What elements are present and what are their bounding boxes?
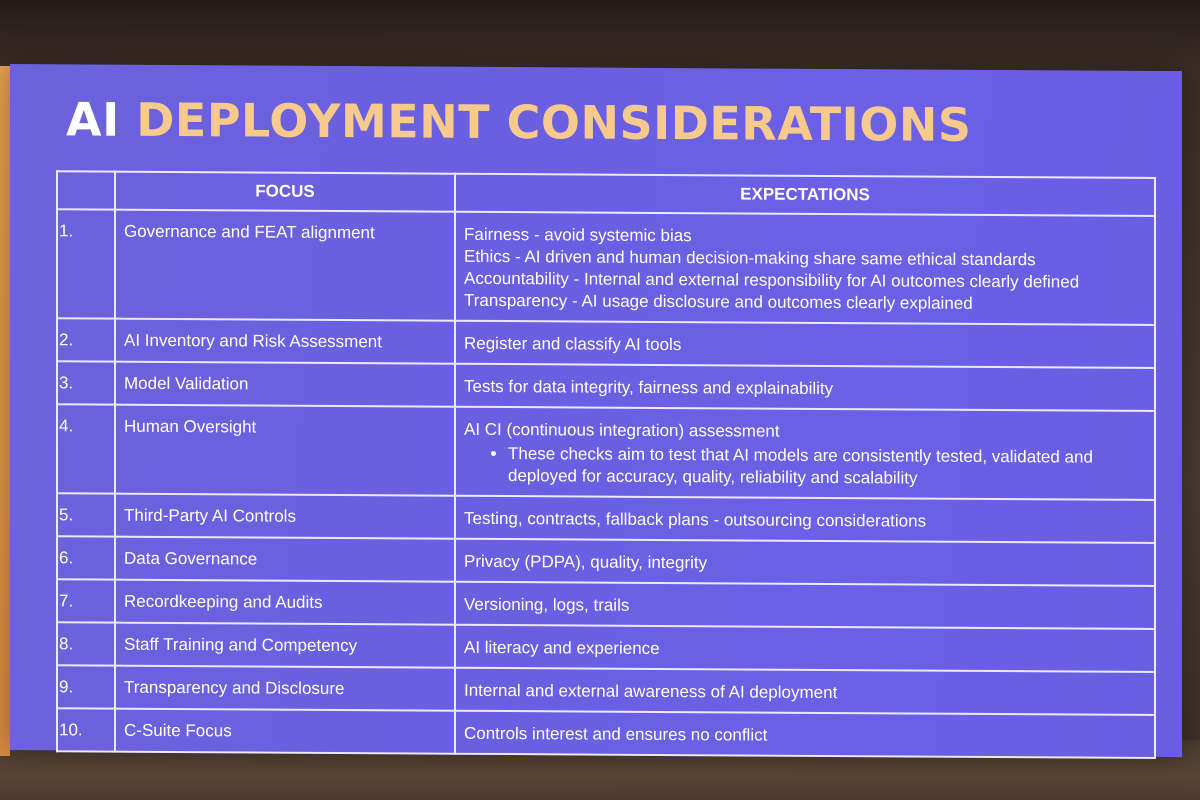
row-number: 8. xyxy=(57,622,115,665)
row-focus: C-Suite Focus xyxy=(115,709,455,754)
row-expectations xyxy=(455,364,1155,411)
table-row xyxy=(57,318,1155,368)
table-row xyxy=(57,493,1155,543)
considerations-table xyxy=(56,170,1156,759)
row-expectations xyxy=(455,321,1155,368)
expectation-line: Testing, contracts, fallback plans - outsourcing considerations xyxy=(464,508,927,531)
row-focus: Model Validation xyxy=(115,362,455,407)
table-row xyxy=(57,622,1155,672)
header-number xyxy=(57,171,115,209)
row-expectations xyxy=(455,496,1155,543)
expectation-line: Controls interest and ensures no conflict xyxy=(464,723,768,745)
row-number: 10. xyxy=(57,708,115,751)
expectation-line: AI CI (continuous integration) assessment xyxy=(464,419,780,441)
table-row xyxy=(57,579,1155,629)
table-row xyxy=(57,209,1155,325)
row-number: 9. xyxy=(57,665,115,708)
row-focus: Human Oversight xyxy=(115,405,455,496)
table-row xyxy=(57,361,1155,411)
slide-title-rest: DEPLOYMENT CONSIDERATIONS xyxy=(136,92,972,152)
room-wall-top xyxy=(0,0,1200,66)
header-focus: FOCUS xyxy=(115,172,455,212)
row-focus: AI Inventory and Risk Assessment xyxy=(115,319,455,364)
row-focus: Third-Party AI Controls xyxy=(115,494,455,539)
expectation-line: Internal and external awareness of AI deployment xyxy=(464,680,838,703)
row-expectations xyxy=(455,212,1155,325)
expectation-line: AI literacy and experience xyxy=(464,637,660,658)
expectation-line: Accountability - Internal and external responsibility for AI outcomes clearly defined xyxy=(464,268,1080,292)
row-focus: Data Governance xyxy=(115,537,455,582)
header-expectations: EXPECTATIONS xyxy=(455,174,1155,216)
row-number: 5. xyxy=(57,493,115,536)
row-expectations xyxy=(455,582,1155,629)
expectation-bullet: • These checks aim to test that AI models are consistently tested, validated and deployed for accuracy, quality, reliability and scalability xyxy=(508,443,1146,491)
row-number: 7. xyxy=(57,579,115,622)
expectation-bullets xyxy=(464,443,1146,491)
row-expectations xyxy=(455,711,1155,758)
row-number: 3. xyxy=(57,361,115,404)
row-expectations xyxy=(455,539,1155,586)
table-row xyxy=(57,665,1155,715)
slide-edge-strip xyxy=(0,66,10,756)
table-header-row xyxy=(57,171,1155,216)
row-focus: Recordkeeping and Audits xyxy=(115,580,455,625)
row-focus: Staff Training and Competency xyxy=(115,623,455,668)
presentation-slide xyxy=(10,64,1182,757)
row-number: 2. xyxy=(57,318,115,361)
expectation-line: Fairness - avoid systemic bias xyxy=(464,224,692,246)
expectation-line: Tests for data integrity, fairness and explainability xyxy=(464,376,834,399)
table-row xyxy=(57,404,1155,500)
expectation-line: Register and classify AI tools xyxy=(464,333,682,355)
row-focus: Governance and FEAT alignment xyxy=(115,210,455,321)
row-expectations xyxy=(455,668,1155,715)
row-number: 6. xyxy=(57,536,115,579)
row-focus: Transparency and Disclosure xyxy=(115,666,455,711)
row-number: 1. xyxy=(57,209,115,318)
expectation-line: Transparency - AI usage disclosure and outcomes clearly explained xyxy=(464,290,973,313)
table-row xyxy=(57,708,1155,758)
table-row xyxy=(57,536,1155,586)
expectation-line: Versioning, logs, trails xyxy=(464,594,630,615)
slide-title-ai: AI xyxy=(66,92,120,147)
row-number: 4. xyxy=(57,404,115,493)
expectation-line: Ethics - AI driven and human decision-making share same ethical standards xyxy=(464,246,1036,270)
expectation-line: Privacy (PDPA), quality, integrity xyxy=(464,551,708,573)
row-expectations xyxy=(455,407,1155,500)
row-expectations xyxy=(455,625,1155,672)
slide-title xyxy=(66,92,972,152)
